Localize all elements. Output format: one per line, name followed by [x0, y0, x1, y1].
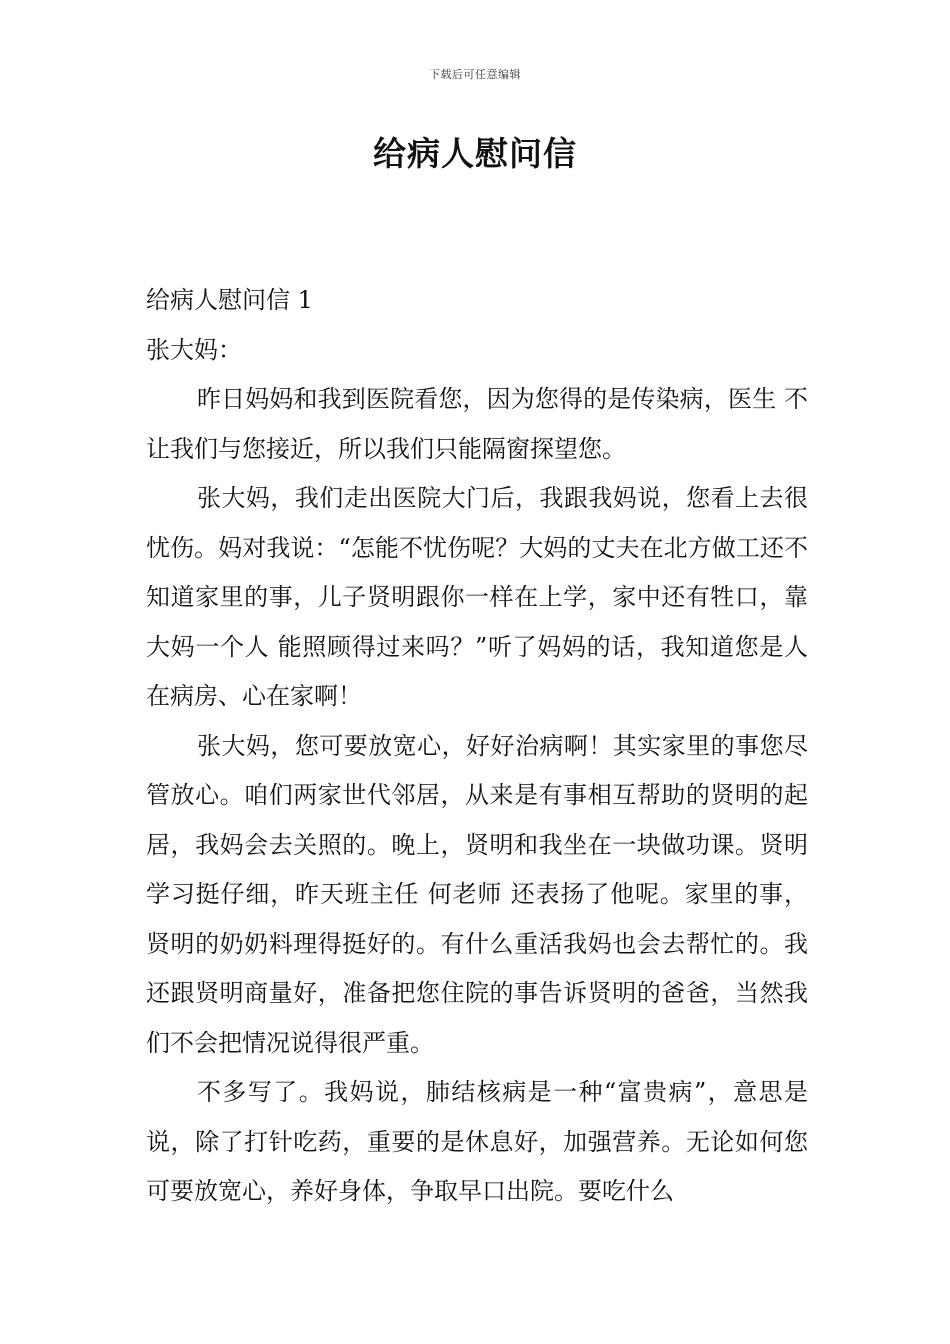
paragraph: 昨日妈妈和我到医院看您，因为您得的是传染病，医生 不让我们与您接近，所以我们只能隔窗探望您。: [146, 385, 808, 463]
salutation: 张大妈：: [146, 335, 242, 364]
paragraph: 张大妈，您可要放宽心，好好治病啊！其实家里的事您尽管放心。咱们两家世代邻居，从来是有事相互帮助的贤明的起居，我妈会去关照的。晚上，贤明和我坐在一块做功课。贤明学习挺仔细，昨天班主任 何老师 还表扬了他呢。家里的事，贤明的奶奶料理得挺好的。有什么重活我妈也会去帮忙的。我还跟贤明商量好，准备把您住院的事告诉贤明的爸爸，当然我们不会把情况说得很严重。: [146, 731, 808, 1057]
section-heading: 给病人慰问信 1: [146, 286, 313, 314]
paragraph: 不多写了。我妈说，肺结核病是一种“富贵病”，意思是说，除了打针吃药，重要的是休息好，加强营养。无论如何您可要放宽心，养好身体，争取早口出院。要吃什么: [146, 1078, 808, 1205]
document-body: [146, 276, 808, 1217]
document-title: 给病人慰问信: [373, 134, 577, 173]
paragraph: 张大妈，我们走出医院大门后，我跟我妈说，您看上去很忧伤。妈对我说：“怎能不忧伤呢？大妈的丈夫在北方做工还不知道家里的事，儿子贤明跟你一样在上学，家中还有牲口，靠大妈一个人 能照顾得过来吗？”听了妈妈的话，我知道您是人在病房、心在家啊！: [146, 484, 808, 710]
header-note: 下载后可任意编辑: [429, 68, 521, 81]
